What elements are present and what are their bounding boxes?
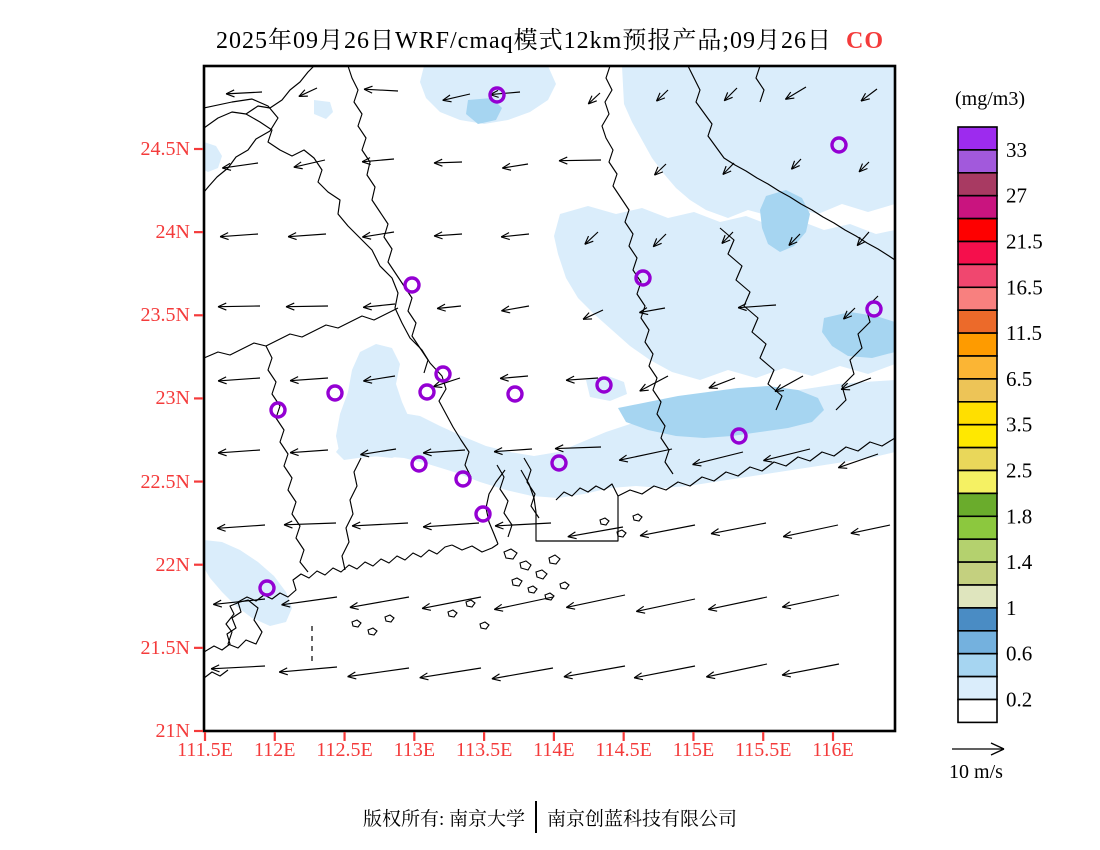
wind-vector (220, 233, 258, 240)
wind-vector-head (640, 390, 649, 391)
lat-label: 22N (155, 553, 190, 576)
wind-vector (222, 163, 258, 170)
colorbar-box (958, 471, 997, 494)
co-shade-light (204, 540, 292, 626)
colorbar-box (958, 654, 997, 677)
wind-vector-shaft (782, 595, 839, 607)
wind-vector-head (838, 468, 847, 469)
wind-vector (352, 522, 408, 529)
wind-vector (711, 523, 766, 536)
wind-vector-head (362, 237, 371, 239)
colorbar-tick-label: 1.4 (1006, 550, 1033, 575)
colorbar-tick-label: 2.5 (1006, 458, 1033, 483)
title-text: 2025年09月26日WRF/cmaq模式12km预报产品;09月26日 (216, 28, 832, 54)
colorbar-box (958, 379, 997, 402)
lon-label: 115.5E (734, 739, 792, 761)
wind-vector-head (782, 675, 791, 677)
wind-vector (564, 666, 625, 679)
wind-vector-shaft (364, 89, 398, 91)
station-marker (508, 387, 522, 401)
wind-vector (709, 378, 735, 388)
wind-vector-head (218, 307, 226, 310)
wind-vector (288, 233, 326, 240)
wind-vector (588, 93, 600, 104)
species-label: CO (845, 28, 884, 54)
wind-vector-head (220, 237, 229, 240)
wind-vector-head (434, 163, 442, 166)
colorbar-tick-label: 1 (1006, 595, 1017, 620)
wind-vector-head (420, 678, 429, 680)
boundary-line (342, 458, 361, 570)
station-marker (420, 385, 434, 399)
wind-vector (211, 665, 265, 672)
wind-vector-head (422, 608, 431, 610)
wind-vector-head (290, 381, 299, 384)
wind-vector-head (363, 307, 372, 310)
wind-vector-head (564, 677, 573, 679)
colorbar-unit: (mg/m3) (955, 88, 1025, 110)
island-outline (633, 514, 642, 521)
wind-vector-head (495, 526, 503, 529)
wind-vector-shaft (564, 666, 625, 677)
wind-vector-head (500, 378, 509, 381)
wind-scale-arrow (952, 743, 1004, 755)
wind-vector (299, 88, 317, 96)
wind-vector-shaft (492, 668, 553, 679)
colorbar-tick-label: 16.5 (1006, 275, 1043, 300)
lon-label: 114.5E (595, 739, 652, 761)
co-shade-light (204, 142, 222, 172)
lon-label: 115E (672, 739, 715, 761)
lat-label: 24.5N (140, 138, 190, 160)
wind-vector-shaft (299, 88, 317, 96)
wind-vector-head (782, 607, 791, 609)
colorbar-tick-label: 6.5 (1006, 366, 1033, 391)
wind-vector (568, 527, 623, 539)
wind-vector (500, 374, 528, 381)
wind-vector-shaft (782, 664, 839, 675)
wind-vector (559, 157, 601, 164)
lon-label: 111.5E (177, 739, 233, 761)
lon-label: 112.5E (316, 739, 373, 761)
wind-vector-head (494, 609, 503, 611)
wind-vector (708, 597, 767, 611)
wind-vector (290, 377, 328, 384)
wind-vector-head (566, 607, 575, 609)
wind-vector (290, 449, 328, 456)
wind-vector (217, 524, 265, 531)
wind-vector-shaft (559, 160, 601, 161)
wind-vector (218, 303, 260, 310)
wind-vector (501, 233, 529, 240)
wind-vector-shaft (284, 523, 336, 525)
wind-vector-head (433, 387, 442, 388)
wind-vector (636, 599, 695, 613)
wind-scale-head (991, 749, 1004, 755)
wind-vector (218, 377, 260, 384)
island-outline (352, 620, 361, 627)
island-outline (466, 600, 475, 607)
colorbar-box (958, 333, 997, 356)
wind-vector-shaft (711, 523, 766, 534)
wind-vector-head (559, 161, 567, 164)
lon-label: 116E (812, 739, 854, 761)
colorbar-box (958, 493, 997, 516)
wind-vector-shaft (434, 162, 462, 163)
colorbar-box (958, 516, 997, 539)
colorbar-tick-label: 1.8 (1006, 504, 1033, 529)
colorbar-box (958, 173, 997, 196)
lon-label: 113E (393, 739, 436, 761)
wind-vector-head (226, 94, 234, 97)
wind-vector (492, 668, 553, 681)
wind-vector-head (350, 607, 359, 609)
wind-vector-shaft (279, 667, 337, 672)
station-marker (328, 386, 342, 400)
wind-vector-shaft (783, 525, 838, 537)
wind-vector-head (288, 237, 297, 240)
island-outline (385, 615, 394, 622)
wind-vector (362, 158, 394, 165)
wind-vector (364, 86, 398, 93)
wind-vector-shaft (286, 306, 328, 307)
wind-vector-head (851, 533, 860, 535)
colorbar-box (958, 242, 997, 265)
colorbar-tick-label: 0.2 (1006, 687, 1033, 712)
boundary-line (204, 66, 314, 128)
station-marker (271, 403, 285, 417)
wind-vector-shaft (420, 668, 481, 678)
wind-vector (640, 525, 695, 538)
wind-vector (566, 595, 625, 609)
wind-vector-shaft (568, 527, 623, 537)
island-outline (600, 518, 609, 525)
wind-vector-head (636, 611, 645, 613)
co-shade-light (314, 100, 333, 119)
wind-vector (501, 306, 529, 313)
wind-vector-head (217, 528, 226, 531)
colorbar-box (958, 448, 997, 471)
colorbar-tick-label: 33 (1006, 137, 1027, 162)
wind-vector (782, 595, 839, 609)
wind-vector-shaft (282, 597, 337, 605)
wind-vector-shaft (218, 378, 260, 381)
wind-vector-head (437, 309, 446, 312)
lat-label: 21.5N (140, 636, 190, 659)
wind-vector-shaft (566, 595, 625, 607)
colorbar-box (958, 127, 997, 150)
footer-divider (535, 801, 537, 833)
wind-vector-head (284, 525, 292, 528)
wind-vector-shaft (708, 597, 767, 609)
wind-vector-head (502, 168, 511, 170)
wind-vector-head (634, 678, 643, 680)
wind-vector-head (364, 86, 372, 89)
colorbar-box (958, 539, 997, 562)
wind-vector-head (706, 677, 715, 679)
wind-vector-shaft (352, 523, 408, 526)
wind-vector-shaft (634, 666, 695, 678)
wind-vector-shaft (709, 378, 735, 388)
wind-vector (286, 303, 328, 310)
colorbar-box (958, 356, 997, 379)
wind-vector-shaft (217, 525, 265, 528)
lat-label: 22.5N (140, 470, 190, 493)
wind-vector (783, 525, 838, 538)
map-interior (204, 66, 895, 681)
colorbar-tick-label: 11.5 (1006, 321, 1042, 346)
wind-vector (350, 597, 409, 609)
wind-vector (434, 159, 462, 166)
boundary-line (348, 66, 428, 373)
wind-vector-shaft (222, 163, 258, 168)
colorbar-box (958, 219, 997, 242)
boundary-line (452, 544, 498, 552)
wind-vector-head (568, 537, 577, 539)
colorbar-box (958, 700, 997, 723)
co-shade-light (336, 344, 414, 458)
island-outline (512, 578, 522, 586)
wind-vector-shaft (636, 599, 695, 611)
colorbar-tick-label: 27 (1006, 183, 1027, 208)
wind-vector-head (423, 527, 432, 530)
wind-vector-shaft (495, 523, 551, 526)
wind-vector-head (218, 453, 227, 456)
lat-label: 23.5N (140, 304, 190, 327)
wind-vector (434, 232, 462, 239)
wind-vector (348, 668, 409, 679)
wind-scale-label: 10 m/s (949, 761, 1003, 783)
wind-vector-shaft (218, 450, 260, 453)
wind-vector-head (708, 609, 717, 611)
wind-vector-head (348, 677, 357, 679)
island-outline (520, 561, 531, 570)
copyright-left: 版权所有: 南京大学 (362, 808, 525, 830)
wind-vector (502, 163, 528, 170)
wind-vector (494, 597, 553, 611)
wind-vector-shaft (423, 523, 479, 527)
wind-vector-head (279, 672, 288, 675)
wind-vector-head (640, 536, 649, 538)
wind-vector (706, 664, 767, 679)
wind-vector (851, 525, 890, 535)
island-outline (549, 555, 560, 564)
co-shade-light (622, 66, 895, 218)
wind-vector-shaft (348, 668, 409, 677)
wind-vector-head (501, 311, 510, 313)
wind-vector-head (501, 237, 510, 240)
island-outline (480, 622, 489, 629)
copyright-right: 南京创蓝科技有限公司 (547, 808, 738, 830)
wind-vector (420, 668, 481, 680)
colorbar-box (958, 402, 997, 425)
wind-vector-head (492, 679, 501, 681)
colorbar-box (958, 608, 997, 631)
wind-vector-head (286, 307, 294, 310)
lat-label: 21N (155, 719, 190, 742)
wind-vector (423, 523, 479, 530)
wind-vector-head (290, 453, 299, 456)
lon-label: 113.5E (455, 739, 513, 761)
wind-vector-shaft (640, 525, 695, 536)
lat-label: 24N (155, 221, 190, 244)
colorbar-tick-label: 0.6 (1006, 641, 1033, 666)
island-outline (560, 582, 569, 589)
colorbar-box (958, 287, 997, 310)
wind-vector (284, 521, 336, 528)
lat-label: 23N (155, 387, 190, 410)
island-outline (536, 570, 547, 579)
island-outline (504, 549, 517, 559)
lon-label: 114E (533, 739, 575, 761)
wind-vector-head (434, 236, 443, 239)
wind-vector (437, 304, 461, 311)
wind-vector (362, 232, 394, 239)
wind-vector-head (352, 526, 360, 529)
wind-vector-head (783, 537, 792, 539)
island-outline (528, 586, 537, 593)
wind-vector (495, 522, 551, 529)
wind-vector-head (566, 380, 575, 383)
station-marker (476, 507, 490, 521)
wind-vector-shaft (706, 664, 767, 677)
wind-vector-shaft (494, 597, 553, 609)
wind-vector (279, 667, 337, 675)
wind-vector (218, 449, 260, 456)
wind-vector-shaft (226, 92, 262, 94)
wind-vector (363, 303, 395, 310)
wind-vector-head (211, 669, 219, 672)
wind-vector-shaft (218, 306, 260, 307)
wind-scale-head (991, 743, 1004, 749)
wind-vector (634, 666, 695, 680)
colorbar-box (958, 631, 997, 654)
island-outline (448, 610, 457, 617)
colorbar-tick-label: 21.5 (1006, 229, 1043, 254)
colorbar-box (958, 585, 997, 608)
colorbar-box (958, 425, 997, 448)
colorbar-box (958, 677, 997, 700)
wind-vector-shaft (350, 597, 409, 607)
colorbar-box (958, 150, 997, 173)
colorbar-box (958, 264, 997, 287)
copyright-footer (0, 801, 1100, 833)
wind-vector (422, 597, 481, 610)
wind-vector-head (294, 167, 303, 169)
wind-vector-head (555, 449, 563, 452)
wind-vector-shaft (211, 666, 265, 669)
wind-vector-head (711, 534, 720, 536)
wind-vector-head (213, 604, 222, 607)
colorbar-box (958, 196, 997, 219)
colorbar-tick-label: 3.5 (1006, 412, 1033, 437)
station-marker (405, 278, 419, 292)
wind-vector (782, 664, 839, 677)
colorbar-box (958, 562, 997, 585)
wind-vector (226, 90, 262, 97)
island-outline (368, 628, 377, 635)
lon-label: 112E (254, 739, 296, 761)
wind-vector-head (218, 381, 227, 384)
colorbar-box (958, 310, 997, 333)
